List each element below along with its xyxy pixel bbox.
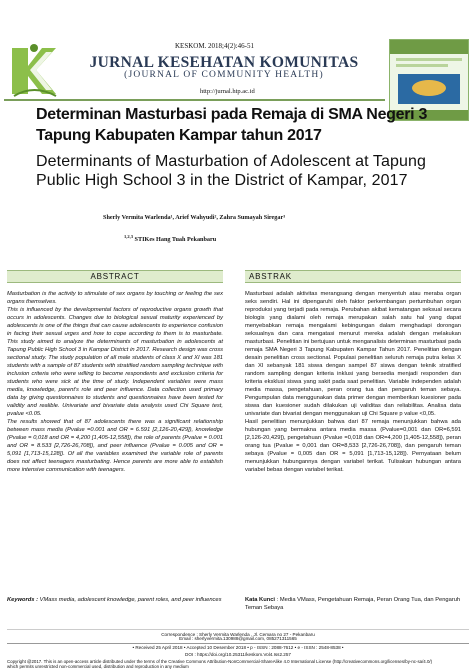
kk-logo-icon: [6, 40, 62, 98]
journal-name: JURNAL KESEHATAN KOMUNITAS: [89, 54, 359, 71]
abstract-english: [7, 270, 223, 474]
kata-kunci-text: : Media VMass, Pengetahuan Remaja, Peran Orang Tua, dan Pengaruh Teman Sebaya: [245, 597, 461, 611]
abstrak-heading: ABSTRAK: [245, 270, 461, 283]
abstrak-paragraph: Hasil penelitian menunjukkan bahwa dari 87 remaja menunjukkan bahwa ada hubungan yang bermakna antara media massa (Pvalue=0,001 dan OR=6,591 [2,126-20,429]), pengetahuan (Pvalue =0,018 dan OR=4,200 [1,405-12,558]), peran orang tua (Pvalue = 0,001 dan OR=8,533 [2,726-26,708]), dan pengaruh teman sebaya (Pvalue = 0,005 dan OR = 5,091 [1,713-15,128]). Pernyataan belum menunjukkan hubungannya dengan variabel terikat. Tulisakan hubungan antara variabel bebas dengan variabel terikat.: [245, 419, 461, 473]
footer-divider: [7, 643, 469, 644]
title-english: Determinants of Masturbation of Adolescent at Tapung Public High School 3 in the District of Kampar, 2017: [36, 153, 427, 189]
keywords-label: Keywords :: [7, 597, 38, 603]
header-divider: [4, 99, 385, 101]
copyright-line: Copyright @2017. This is an open-access article distributed under the terms of the Creative Commons Attribution-NonCommercial-ShareAlike 4.0 International License (http://creativecommons.org/licenses/by-nc-sa/4.0/): [7, 659, 433, 664]
affiliation-name: STIKes Hang Tuah Pekanbaru: [134, 236, 217, 244]
keywords-indonesian: [245, 596, 461, 612]
journal-url[interactable]: http://jurnal.htp.ac.id: [200, 88, 255, 95]
abstrak-paragraph: Masturbasi adalah aktivitas merangsang dengan menyentuh atau meraba organ seks sendiri. Hal ini dipengaruhi oleh faktor perkembangan pertumbuhan organ reproduksi yang terjadi pada remaja. Perubahan akibat kematangan seksual secara biologis yang dialami oleh remaja merupakan salah satu hal yang dapat menyebabkan remaja mengalami kebingungan dalam menghadapi dorongan seksualnya dan cara mengatasi menurut mereka adalah dengan melakukan masturbasi. Penelitian ini bertujuan untuk menganalisis determinan masturbasi pada remaja SMA Negeri 3 Tapung Kabupaten Kampar Tahun 2017. Penelitian dengan desain penelitian cross sectional. Populasi penelitian seluruh remaja putra kelas X dan XI sebanyak 181 siswa dengan sampel 87 siswa dengan teknik stratified random sampling dengan kriteria inklusi yang bersedia menjadi responden dan kriteria eksklusi siswa yang sakit pada saat penelitian. Variable independen adalah media massa, pengetahuan, peran orang tua dan pengaruh teman sebaya. Pengumpulan data menggunakan data primer dengan memberikan kuesioner pada siswa dan kuesioner sudah dilakukan uji validitas dan reliabilitas. Analisa data univariate dan bivariat dengan menggunakan uji Chi Square p value <0,05.: [245, 291, 461, 417]
authors: Sherly Vermita Warlenda¹, Arief Wahyudi², Zahra Sumayah Siregar³: [103, 214, 286, 221]
abstract-indonesian: [245, 270, 461, 474]
abstract-paragraph: Masturbation is the activity to stimulate of sex organs by touching or feeling the sex organs themselves.: [7, 291, 223, 305]
abstract-body: [7, 290, 223, 474]
affiliation: [124, 234, 216, 243]
keywords-text: VMass media, adolescent knowledge, parent roles, and peer influences: [39, 597, 222, 603]
journal-issue: KESKOM. 2018;4(2):46-51: [175, 42, 254, 50]
doi-link[interactable]: DOI : https://doi.org/10.25311/keskom.Vol4.Iss2.257: [185, 652, 291, 657]
keywords-english: [7, 596, 223, 604]
affiliation-superscript: 1,2,3: [124, 234, 133, 239]
email[interactable]: Email : sherlyvermita.130988@gmail.com, 085271311565: [179, 636, 297, 641]
abstrak-body: [245, 290, 461, 474]
abstract-paragraph: The results showed that of 87 adolescents there was a significant relationship between mass media (Pvalue =0.001 and OR = 6.591 [2,126-20,429]), knowledge (Pvalue = 0,018 and OR = 4,200 [1,405-12,558]), the role of parents (Pvalue = 0.001 and OR = 8.533 [2,726-26,708]), and peer influence (Pvalue = 0.005 and OR = 5,091 [1,713-15,128]). Of all the variables examined the variable role of parents does not affect teenagers masturbating. Hence parents are more able to establish more intensive communication with teenagers.: [7, 419, 223, 473]
journal-subtitle: (JOURNAL OF COMMUNITY HEALTH): [124, 70, 324, 80]
title-indonesian: Determinan Masturbasi pada Remaja di SMA Negeri 3 Tapung Kabupaten Kampar tahun 2017: [36, 106, 428, 144]
dates-issn: • Received 25 April 2018 • Accepted 10 Desember 2018 • p - ISSN : 2088-7612 • e - ISSN : 2548-8538 •: [132, 645, 344, 650]
correspondence: Correspondence : Sherly Vermita Warlenda , Jl. Cemara no 27 - Pekanbaru: [7, 629, 469, 637]
kata-kunci-label: Kata Kunci: [245, 597, 276, 603]
abstract-heading: ABSTRACT: [7, 270, 223, 283]
abstract-paragraph: This is influenced by the developmental factors of reproductive organs growth that occurs in adolescents. Changes due to biological sexual maturity experienced by adolescents is one of the things that can cause adolescents to experience confusion in facing their sexual urges and how to cope according to them is to masturbate. This study aimed to analyze the determinants of masturbation in adolescents at Tapung Public High School 3 in Kampar District in 2017. Research design was cross sectional study. The study population of all male students of class X and XI was 181 students with a sample of 87 students with stratified random sampling technique with inclusion criteria who were willing to become respondents and exclusion criteria for students who were sick at the time of study. Independent variables were mass media, knowledge, parent's role and peer influence. Data collection used primary data by giving questionnaires to students and questionnaires have been tested for validity and realible. Univariate and bivariate data analysis used Chi Square test, pvalue <0.05.: [7, 307, 223, 417]
copyright-line-2: which permits unrestricted non-commercial used, distribution and reproduction in any medium: [7, 664, 189, 669]
